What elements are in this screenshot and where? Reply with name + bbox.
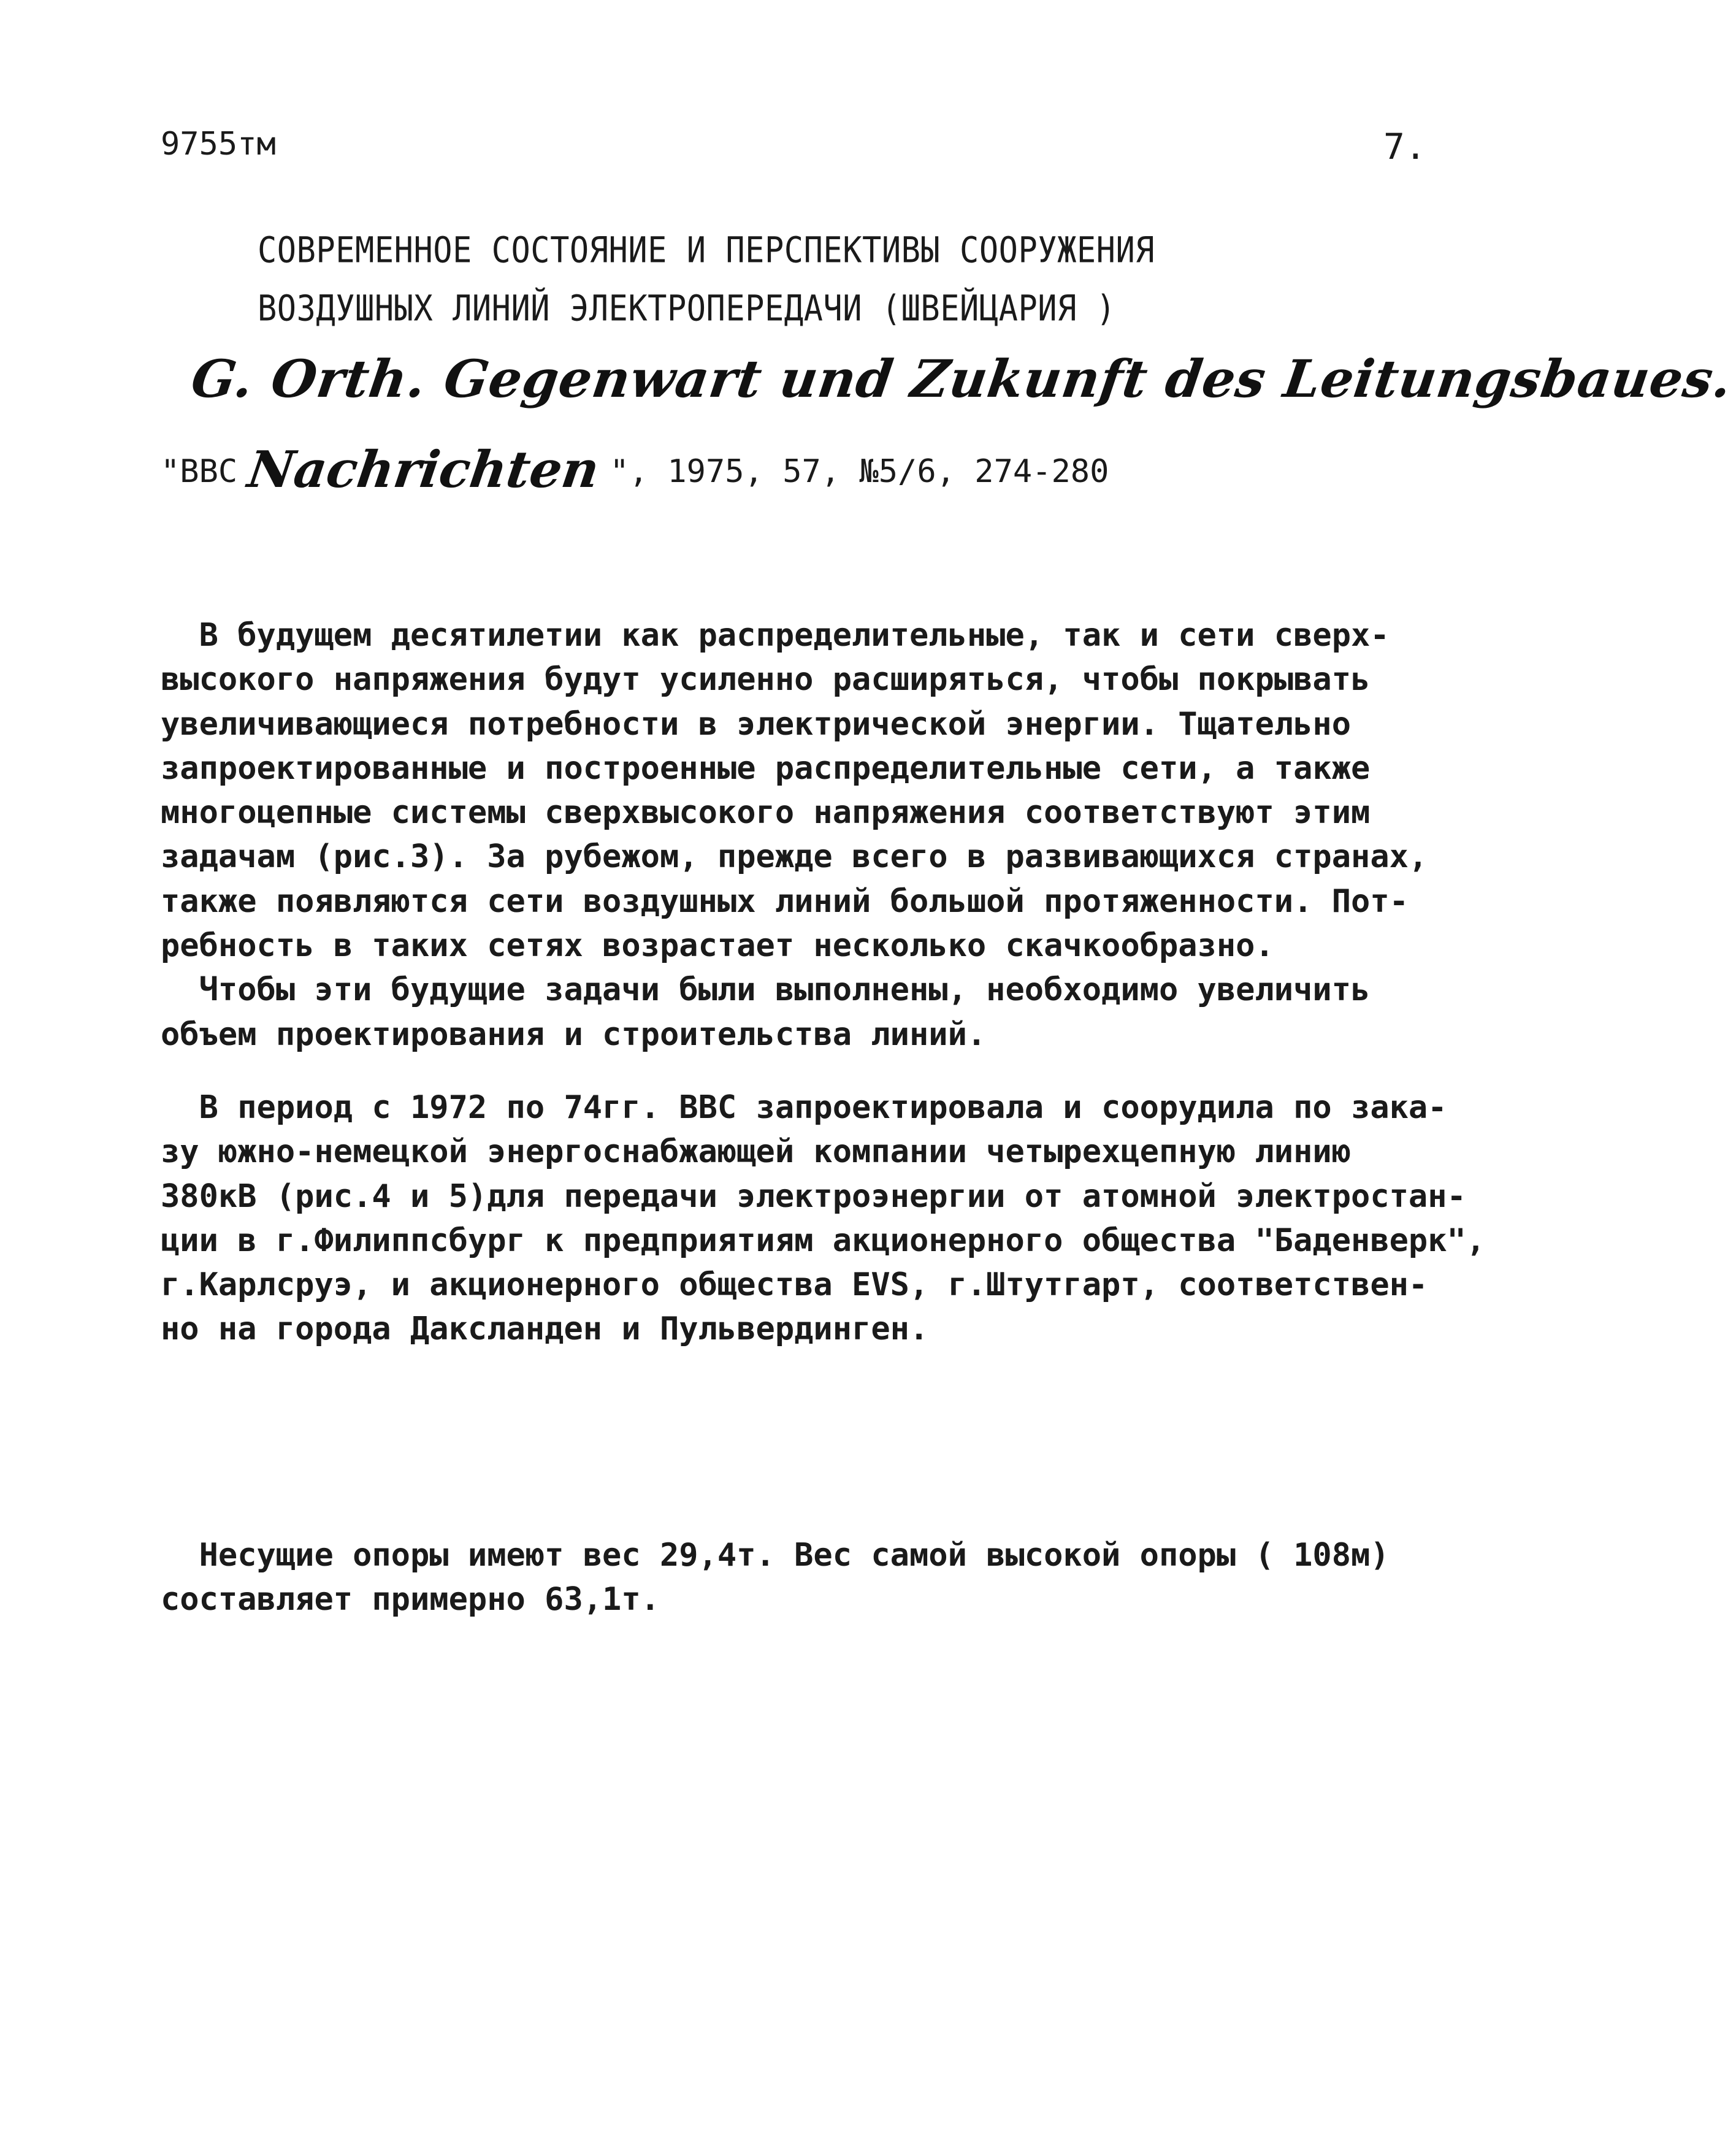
paragraph-3 bbox=[161, 1533, 1436, 1622]
text-line: но на города Даксланден и Пульвердинген. bbox=[161, 1311, 929, 1348]
paragraph-1 bbox=[161, 613, 1436, 1057]
text-line: составляет примерно 63,1т. bbox=[161, 1581, 660, 1618]
text-line: В период с 1972 по 74гг. BBC запроектировала и соорудила по зака- bbox=[161, 1089, 1447, 1126]
text-line: 380кВ (рис.4 и 5)для передачи электроэнергии от атомной электростан- bbox=[161, 1177, 1466, 1215]
text-line: объем проектирования и строительства линий. bbox=[161, 1016, 987, 1053]
text-line: запроектированные и построенные распределительные сети, а также bbox=[161, 749, 1371, 787]
text-line: также появляются сети воздушных линий большой протяженности. Пот- bbox=[161, 883, 1409, 920]
text-line: В будущем десятилетии как распределительные, так и сети сверх- bbox=[161, 617, 1390, 654]
citation-prefix: "BBC bbox=[161, 453, 238, 490]
handwritten-journal-name: Nachrichten bbox=[244, 440, 603, 499]
text-line: зу южно-немецкой энергоснабжающей компании четырехцепную линию bbox=[161, 1133, 1352, 1171]
text-line: многоцепные системы сверхвысокого напряжения соответствуют этим bbox=[161, 794, 1371, 832]
text-line: высокого напряжения будут усиленно расширяться, чтобы покрывать bbox=[161, 661, 1371, 699]
document-id: 9755тм bbox=[161, 126, 276, 163]
title-line-2: ВОЗДУШНЫХ ЛИНИЙ ЭЛЕКТРОПЕРЕДАЧИ (ШВЕЙЦАРИЯ ) bbox=[258, 288, 1116, 330]
text-line: г.Карлсруэ, и акционерного общества EVS, г.Штутгарт, соответствен- bbox=[161, 1266, 1428, 1304]
page-number: 7. bbox=[1383, 126, 1426, 167]
text-line: ции в г.Филиппсбург к предприятиям акционерного общества "Баденверк", bbox=[161, 1222, 1486, 1259]
text-line: ребность в таких сетях возрастает несколько скачкообразно. bbox=[161, 927, 1274, 965]
handwritten-author-title: G. Orth. Gegenwart und Zukunft des Leitungsbaues. bbox=[188, 348, 1736, 409]
citation-suffix: ", 1975, 57, №5/6, 274-280 bbox=[610, 453, 1109, 490]
title-line-1: СОВРЕМЕННОЕ СОСТОЯНИЕ И ПЕРСПЕКТИВЫ СООРУЖЕНИЯ bbox=[258, 230, 1155, 272]
citation bbox=[161, 440, 1109, 499]
paragraph-2 bbox=[161, 1086, 1486, 1352]
text-line: Несущие опоры имеют вес 29,4т. Вес самой высокой опоры ( 108м) bbox=[161, 1537, 1390, 1574]
text-line: задачам (рис.3). За рубежом, прежде всего в развивающихся странах, bbox=[161, 838, 1428, 876]
text-line: Чтобы эти будущие задачи были выполнены, необходимо увеличить bbox=[161, 971, 1371, 1009]
text-line: увеличивающиеся потребности в электрической энергии. Тщательно bbox=[161, 705, 1352, 743]
